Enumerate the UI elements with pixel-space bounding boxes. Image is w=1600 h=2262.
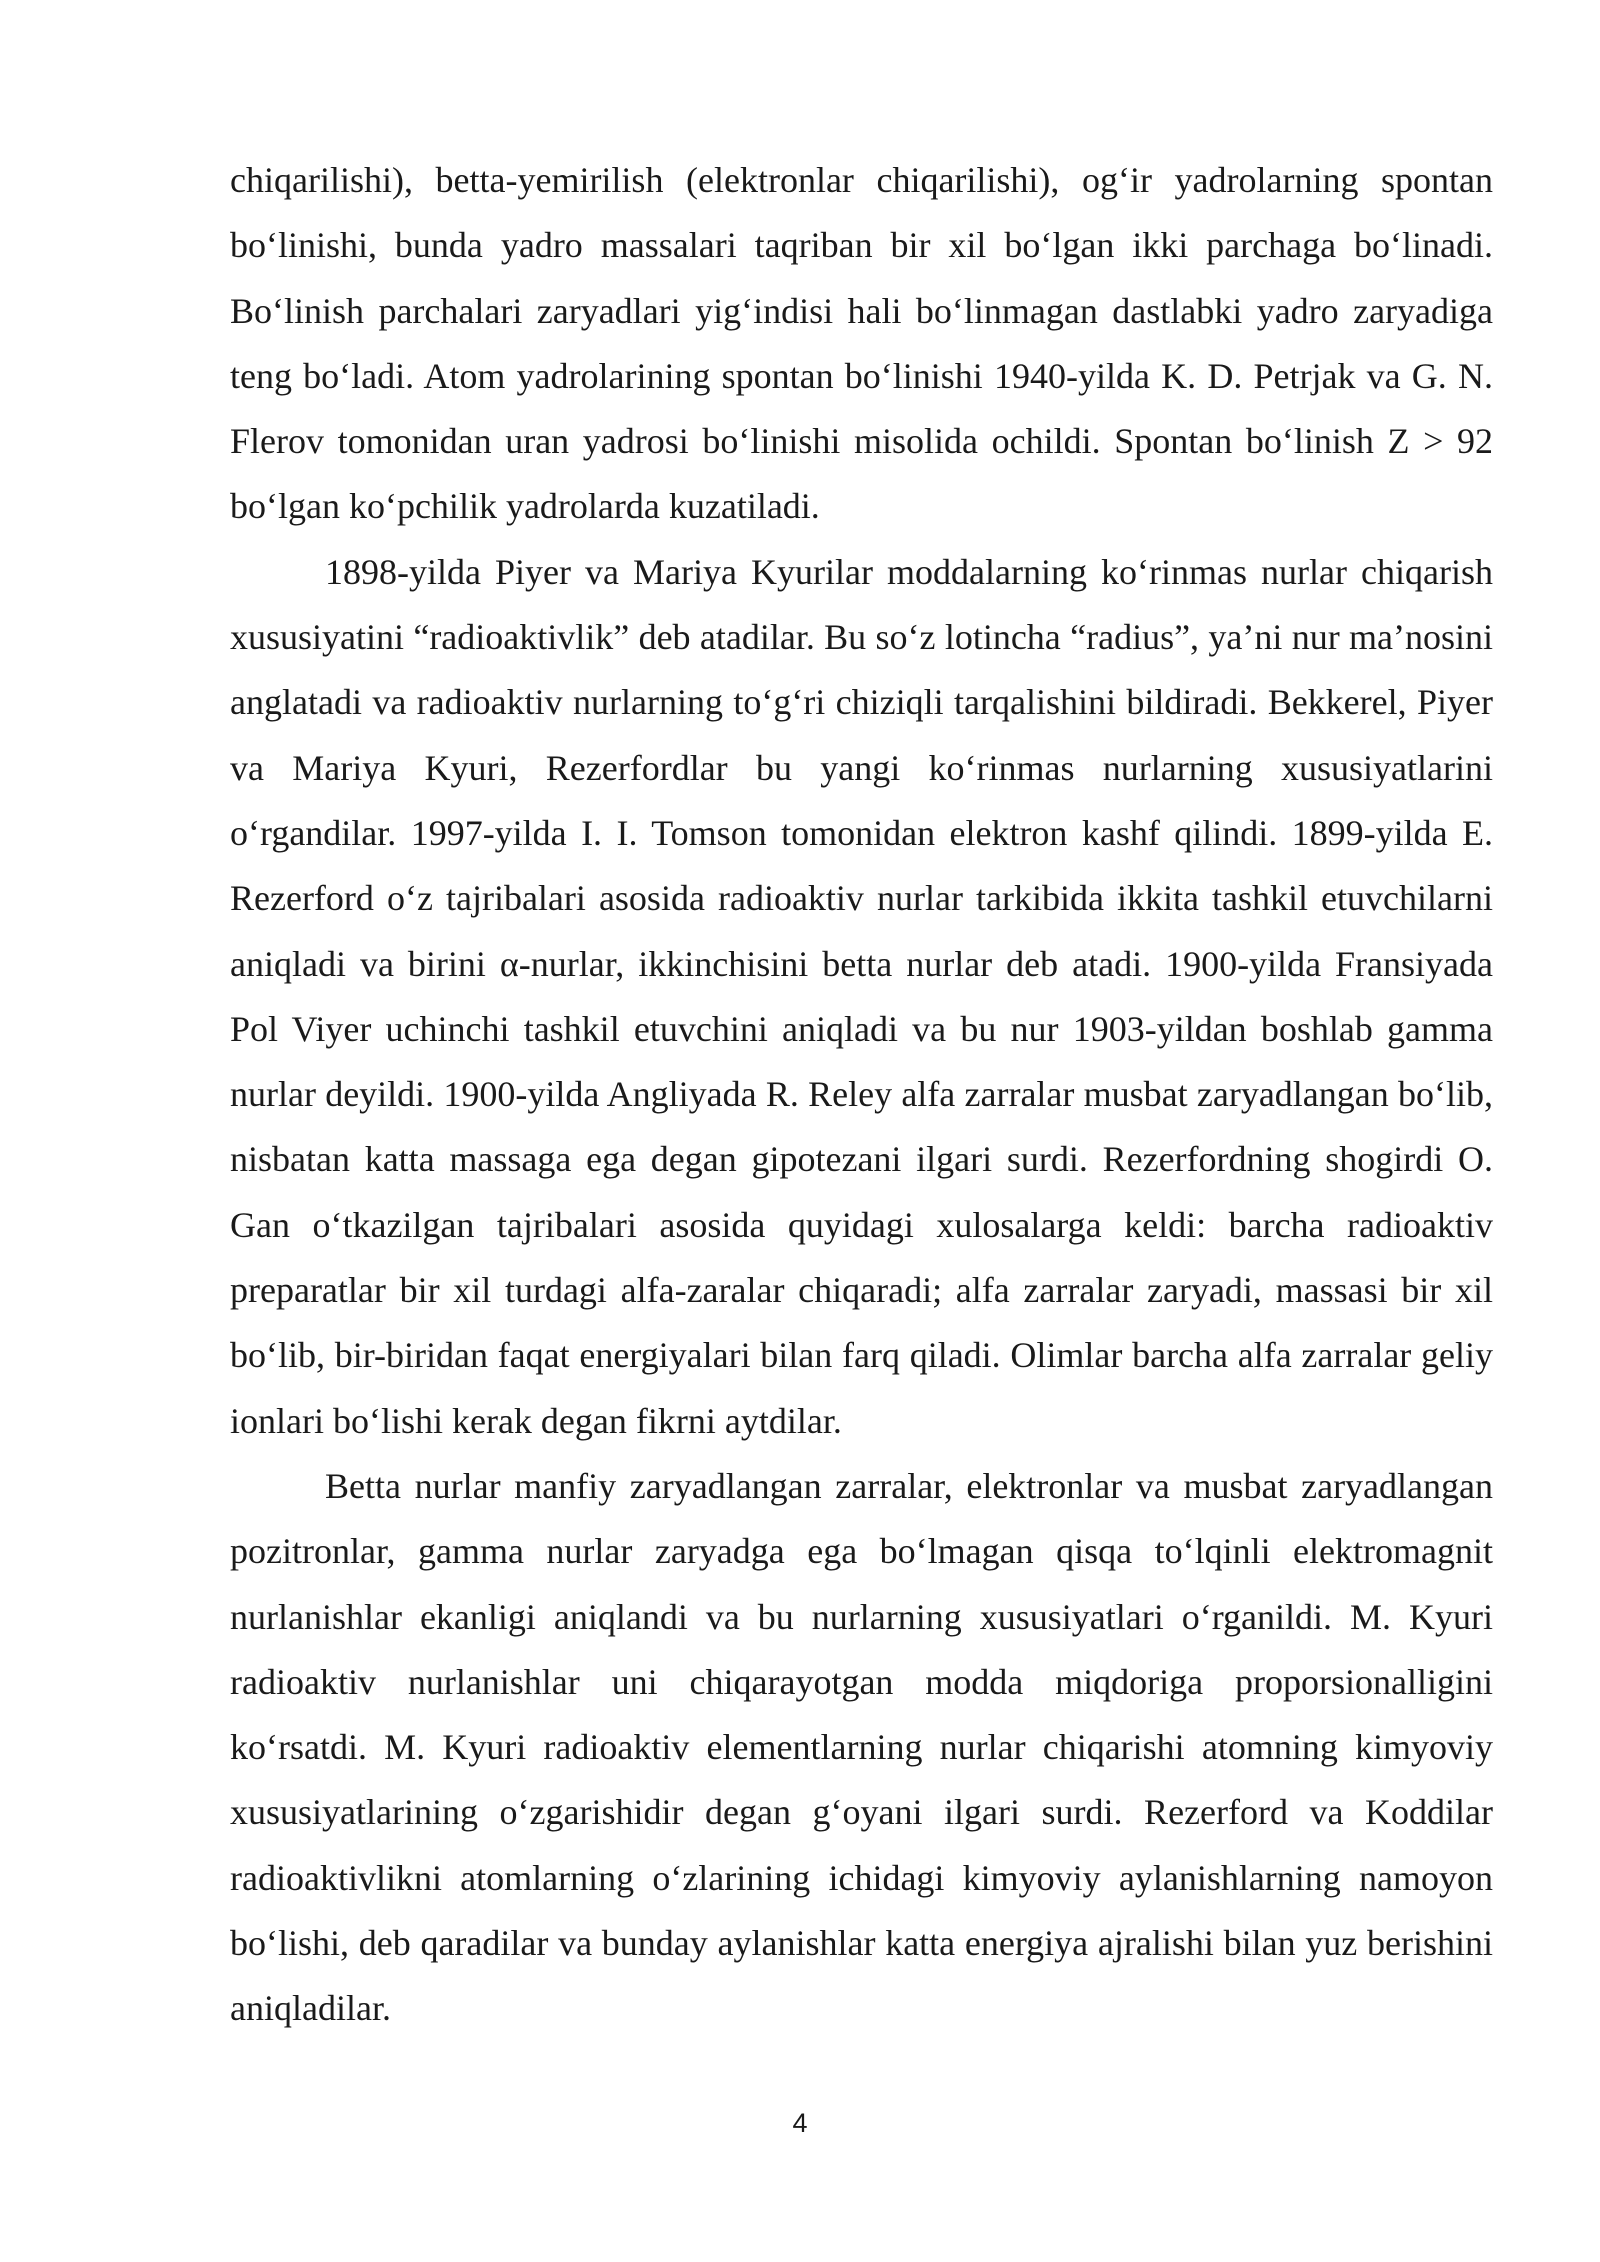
paragraph-2: 1898-yilda Piyer va Mariya Kyurilar moddalarning ko‘rinmas nurlar chiqarish xususiyatini “radioaktivlik” deb atadilar. Bu so‘z lotincha “radius”, ya’ni nur ma’nosini anglatadi va radioaktiv nurlarning to‘g‘ri chiziqli tarqalishini bildiradi. Bekkerel, Piyer va Mariya Kyuri, Rezerfordlar bu yangi ko‘rinmas nurlarning xususiyatlarini o‘rgandilar. 1997-yilda I. I. Tomson tomonidan elektron kashf qilindi. 1899-yilda E. Rezerford o‘z tajribalari asosida radioaktiv nurlar tarkibida ikkita tashkil etuvchilarni aniqladi va birini α-nurlar, ikkinchisini betta nurlar deb atadi. 1900-yilda Fransiyada Pol Viyer uchinchi tashkil etuvchini aniqladi va bu nur 1903-yildan boshlab gamma nurlar deyildi. 1900-yilda Angliyada R. Reley alfa zarralar musbat zaryadlangan bo‘lib, nisbatan katta massaga ega degan gipotezani ilgari surdi. Rezerfordning shogirdi O. Gan o‘tkazilgan tajribalari asosida quyidagi xulosalarga keldi: barcha radioaktiv preparatlar bir xil turdagi alfa-zaralar chiqaradi; alfa zarralar zaryadi, massasi bir xil bo‘lib, bir-biridan faqat energiyalari bilan farq qiladi. Olimlar barcha alfa zarralar geliy ionlari bo‘lishi kerak degan fikrni aytdilar. xyxy=(230,551,1493,1441)
page-number: 4 xyxy=(792,2108,808,2138)
body-text xyxy=(230,148,1493,2042)
paragraph-1: chiqarilishi), betta-yemirilish (elektronlar chiqarilishi), og‘ir yadrolarning spontan bo‘linishi, bunda yadro massalari taqriban bir xil bo‘lgan ikki parchaga bo‘linadi. Bo‘linish parchalari zaryadlari yig‘indisi hali bo‘linmagan dastlabki yadro zaryadiga teng bo‘ladi. Atom yadrolarining spontan bo‘linishi 1940-yilda K. D. Petrjak va G. N. Flerov tomonidan uran yadrosi bo‘linishi misolida ochildi. Spontan bo‘linish Z > 92 bo‘lgan ko‘pchilik yadrolarda kuzatiladi. xyxy=(230,160,1493,527)
paragraph-3: Betta nurlar manfiy zaryadlangan zarralar, elektronlar va musbat zaryadlangan pozitronlar, gamma nurlar zaryadga ega bo‘lmagan qisqa to‘lqinli elektromagnit nurlanishlar ekanligi aniqlandi va bu nurlarning xususiyatlari o‘rganildi. M. Kyuri radioaktiv nurlanishlar uni chiqarayotgan modda miqdoriga proporsionalligini ko‘rsatdi. M. Kyuri radioaktiv elementlarning nurlar chiqarishi atomning kimyoviy xususiyatlarining o‘zgarishidir degan g‘oyani ilgari surdi. Rezerford va Koddilar radioaktivlikni atomlarning o‘zlarining ichidagi kimyoviy aylanishlarning namoyon bo‘lishi, deb qaradilar va bunday aylanishlar katta energiya ajralishi bilan yuz berishini aniqladilar. xyxy=(230,1465,1493,2029)
